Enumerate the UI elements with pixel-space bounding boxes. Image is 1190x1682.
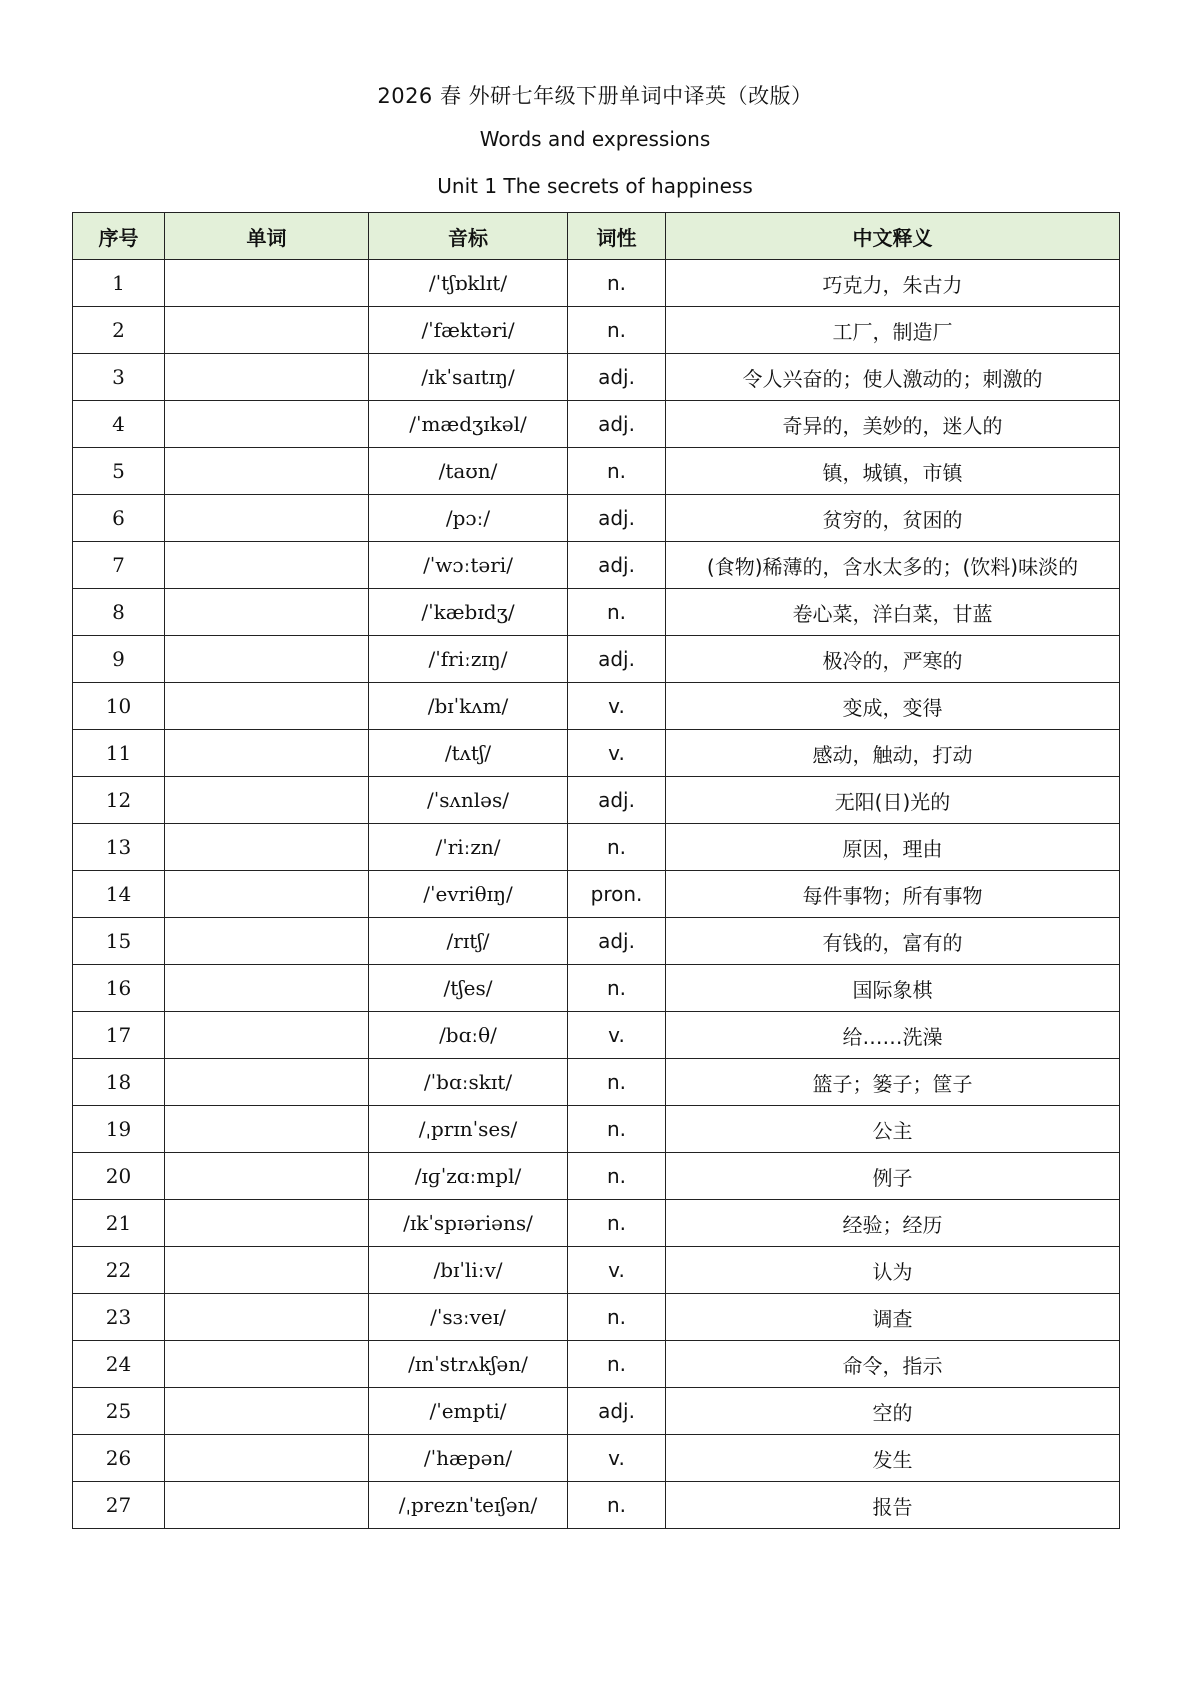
chinese-meaning-cell: 公主 [666, 1106, 1120, 1153]
row-number-cell: 19 [73, 1106, 165, 1153]
chinese-meaning-cell: 篮子；篓子；筐子 [666, 1059, 1120, 1106]
chinese-meaning-cell: 镇，城镇，市镇 [666, 448, 1120, 495]
phonetic-cell: /ˌpreznˈteɪʃən/ [369, 1482, 568, 1529]
row-number-cell: 2 [73, 307, 165, 354]
table-row [73, 260, 1120, 307]
phonetic-cell: /ˈsʌnləs/ [369, 777, 568, 824]
chinese-meaning-cell: 发生 [666, 1435, 1120, 1482]
word-blank-cell[interactable] [165, 730, 369, 777]
row-number-cell: 11 [73, 730, 165, 777]
chinese-meaning-cell: 报告 [666, 1482, 1120, 1529]
chinese-meaning-cell: 贫穷的，贫困的 [666, 495, 1120, 542]
phonetic-cell: /ɪnˈstrʌkʃən/ [369, 1341, 568, 1388]
word-blank-cell[interactable] [165, 777, 369, 824]
part-of-speech-cell: n. [568, 1200, 666, 1247]
column-header-word: 单词 [165, 213, 369, 260]
part-of-speech-cell: n. [568, 965, 666, 1012]
table-row [73, 1388, 1120, 1435]
part-of-speech-cell: adj. [568, 401, 666, 448]
chinese-meaning-cell: 原因，理由 [666, 824, 1120, 871]
chinese-meaning-cell: 例子 [666, 1153, 1120, 1200]
row-number-cell: 16 [73, 965, 165, 1012]
table-row [73, 1247, 1120, 1294]
table-row [73, 401, 1120, 448]
word-blank-cell[interactable] [165, 1482, 369, 1529]
word-blank-cell[interactable] [165, 1153, 369, 1200]
table-row [73, 589, 1120, 636]
phonetic-cell: /ˈfriːzɪŋ/ [369, 636, 568, 683]
phonetic-cell: /ˈkæbɪdʒ/ [369, 589, 568, 636]
row-number-cell: 1 [73, 260, 165, 307]
chinese-meaning-cell: 命令，指示 [666, 1341, 1120, 1388]
table-row [73, 495, 1120, 542]
part-of-speech-cell: adj. [568, 777, 666, 824]
part-of-speech-cell: adj. [568, 1388, 666, 1435]
word-blank-cell[interactable] [165, 683, 369, 730]
part-of-speech-cell: adj. [568, 636, 666, 683]
part-of-speech-cell: n. [568, 1153, 666, 1200]
table-row [73, 824, 1120, 871]
table-row [73, 448, 1120, 495]
row-number-cell: 4 [73, 401, 165, 448]
phonetic-cell: /ˌprɪnˈses/ [369, 1106, 568, 1153]
phonetic-cell: /ˈriːzn/ [369, 824, 568, 871]
word-blank-cell[interactable] [165, 918, 369, 965]
row-number-cell: 27 [73, 1482, 165, 1529]
table-row [73, 683, 1120, 730]
row-number-cell: 12 [73, 777, 165, 824]
row-number-cell: 8 [73, 589, 165, 636]
part-of-speech-cell: adj. [568, 918, 666, 965]
phonetic-cell: /ɪkˈspɪəriəns/ [369, 1200, 568, 1247]
chinese-meaning-cell: 卷心菜，洋白菜，甘蓝 [666, 589, 1120, 636]
row-number-cell: 9 [73, 636, 165, 683]
row-number-cell: 14 [73, 871, 165, 918]
table-row [73, 307, 1120, 354]
chinese-meaning-cell: 工厂，制造厂 [666, 307, 1120, 354]
phonetic-cell: /ˈwɔːtəri/ [369, 542, 568, 589]
phonetic-cell: /ˈhæpən/ [369, 1435, 568, 1482]
chinese-meaning-cell: 有钱的，富有的 [666, 918, 1120, 965]
word-blank-cell[interactable] [165, 495, 369, 542]
table-row [73, 1294, 1120, 1341]
phonetic-cell: /bɑːθ/ [369, 1012, 568, 1059]
phonetic-cell: /rɪtʃ/ [369, 918, 568, 965]
part-of-speech-cell: n. [568, 307, 666, 354]
table-header-row [73, 213, 1120, 260]
column-header-chinese-meaning: 中文释义 [666, 213, 1120, 260]
part-of-speech-cell: n. [568, 1106, 666, 1153]
word-blank-cell[interactable] [165, 965, 369, 1012]
word-blank-cell[interactable] [165, 307, 369, 354]
phonetic-cell: /tʌtʃ/ [369, 730, 568, 777]
row-number-cell: 10 [73, 683, 165, 730]
chinese-meaning-cell: 变成，变得 [666, 683, 1120, 730]
chinese-meaning-cell: 无阳(日)光的 [666, 777, 1120, 824]
phonetic-cell: /ɪkˈsaɪtɪŋ/ [369, 354, 568, 401]
table-row [73, 871, 1120, 918]
column-header-number: 序号 [73, 213, 165, 260]
phonetic-cell: /tʃes/ [369, 965, 568, 1012]
table-body [73, 260, 1120, 1529]
part-of-speech-cell: n. [568, 1294, 666, 1341]
chinese-meaning-cell: 极冷的，严寒的 [666, 636, 1120, 683]
word-blank-cell[interactable] [165, 1059, 369, 1106]
row-number-cell: 20 [73, 1153, 165, 1200]
word-blank-cell[interactable] [165, 1200, 369, 1247]
table-row [73, 1200, 1120, 1247]
vocabulary-table [72, 212, 1120, 1529]
row-number-cell: 3 [73, 354, 165, 401]
row-number-cell: 24 [73, 1341, 165, 1388]
word-blank-cell[interactable] [165, 1294, 369, 1341]
word-blank-cell[interactable] [165, 1012, 369, 1059]
table-row [73, 777, 1120, 824]
word-blank-cell[interactable] [165, 1388, 369, 1435]
word-blank-cell[interactable] [165, 1247, 369, 1294]
phonetic-cell: /bɪˈkʌm/ [369, 683, 568, 730]
table-row [73, 542, 1120, 589]
phonetic-cell: /ˈsɜːveɪ/ [369, 1294, 568, 1341]
word-blank-cell[interactable] [165, 354, 369, 401]
row-number-cell: 5 [73, 448, 165, 495]
table-row [73, 1341, 1120, 1388]
table-row [73, 965, 1120, 1012]
phonetic-cell: /ˈtʃɒklɪt/ [369, 260, 568, 307]
row-number-cell: 26 [73, 1435, 165, 1482]
phonetic-cell: /ˈbɑːskɪt/ [369, 1059, 568, 1106]
part-of-speech-cell: adj. [568, 542, 666, 589]
word-blank-cell[interactable] [165, 542, 369, 589]
word-blank-cell[interactable] [165, 1341, 369, 1388]
word-blank-cell[interactable] [165, 824, 369, 871]
chinese-meaning-cell: 每件事物；所有事物 [666, 871, 1120, 918]
document-title: 2026 春 外研七年级下册单词中译英（改版） [377, 84, 813, 108]
word-blank-cell[interactable] [165, 589, 369, 636]
part-of-speech-cell: n. [568, 1482, 666, 1529]
row-number-cell: 21 [73, 1200, 165, 1247]
part-of-speech-cell: n. [568, 448, 666, 495]
word-blank-cell[interactable] [165, 260, 369, 307]
chinese-meaning-cell: 调查 [666, 1294, 1120, 1341]
chinese-meaning-cell: 国际象棋 [666, 965, 1120, 1012]
table-row [73, 730, 1120, 777]
table-row [73, 1059, 1120, 1106]
chinese-meaning-cell: 巧克力，朱古力 [666, 260, 1120, 307]
row-number-cell: 23 [73, 1294, 165, 1341]
chinese-meaning-cell: 感动，触动，打动 [666, 730, 1120, 777]
word-blank-cell[interactable] [165, 448, 369, 495]
chinese-meaning-cell: 经验；经历 [666, 1200, 1120, 1247]
part-of-speech-cell: adj. [568, 495, 666, 542]
table-row [73, 636, 1120, 683]
word-blank-cell[interactable] [165, 871, 369, 918]
phonetic-cell: /ˈfæktəri/ [369, 307, 568, 354]
word-blank-cell[interactable] [165, 401, 369, 448]
word-blank-cell[interactable] [165, 636, 369, 683]
table-row [73, 354, 1120, 401]
table-row [73, 1153, 1120, 1200]
chinese-meaning-cell: 认为 [666, 1247, 1120, 1294]
part-of-speech-cell: n. [568, 1341, 666, 1388]
row-number-cell: 17 [73, 1012, 165, 1059]
chinese-meaning-cell: 给……洗澡 [666, 1012, 1120, 1059]
part-of-speech-cell: adj. [568, 354, 666, 401]
row-number-cell: 13 [73, 824, 165, 871]
part-of-speech-cell: v. [568, 1012, 666, 1059]
word-blank-cell[interactable] [165, 1435, 369, 1482]
chinese-meaning-cell: 奇异的，美妙的，迷人的 [666, 401, 1120, 448]
row-number-cell: 7 [73, 542, 165, 589]
phonetic-cell: /ɪɡˈzɑːmpl/ [369, 1153, 568, 1200]
part-of-speech-cell: pron. [568, 871, 666, 918]
unit-title: Unit 1 The secrets of happiness [437, 174, 753, 198]
phonetic-cell: /pɔː/ [369, 495, 568, 542]
chinese-meaning-cell: 空的 [666, 1388, 1120, 1435]
part-of-speech-cell: v. [568, 1247, 666, 1294]
phonetic-cell: /bɪˈliːv/ [369, 1247, 568, 1294]
document-subtitle: Words and expressions [479, 127, 711, 151]
part-of-speech-cell: n. [568, 824, 666, 871]
part-of-speech-cell: n. [568, 1059, 666, 1106]
part-of-speech-cell: n. [568, 589, 666, 636]
table-row [73, 1435, 1120, 1482]
part-of-speech-cell: v. [568, 730, 666, 777]
part-of-speech-cell: v. [568, 1435, 666, 1482]
part-of-speech-cell: v. [568, 683, 666, 730]
phonetic-cell: /ˈempti/ [369, 1388, 568, 1435]
table-row [73, 1012, 1120, 1059]
column-header-phonetic: 音标 [369, 213, 568, 260]
phonetic-cell: /ˈmædʒɪkəl/ [369, 401, 568, 448]
table-row [73, 1482, 1120, 1529]
row-number-cell: 15 [73, 918, 165, 965]
row-number-cell: 18 [73, 1059, 165, 1106]
table-row [73, 1106, 1120, 1153]
phonetic-cell: /ˈevriθɪŋ/ [369, 871, 568, 918]
chinese-meaning-cell: (食物)稀薄的，含水太多的；(饮料)味淡的 [666, 542, 1120, 589]
part-of-speech-cell: n. [568, 260, 666, 307]
row-number-cell: 22 [73, 1247, 165, 1294]
chinese-meaning-cell: 令人兴奋的；使人激动的；刺激的 [666, 354, 1120, 401]
word-blank-cell[interactable] [165, 1106, 369, 1153]
table-row [73, 918, 1120, 965]
column-header-part-of-speech: 词性 [568, 213, 666, 260]
phonetic-cell: /taʊn/ [369, 448, 568, 495]
row-number-cell: 6 [73, 495, 165, 542]
row-number-cell: 25 [73, 1388, 165, 1435]
